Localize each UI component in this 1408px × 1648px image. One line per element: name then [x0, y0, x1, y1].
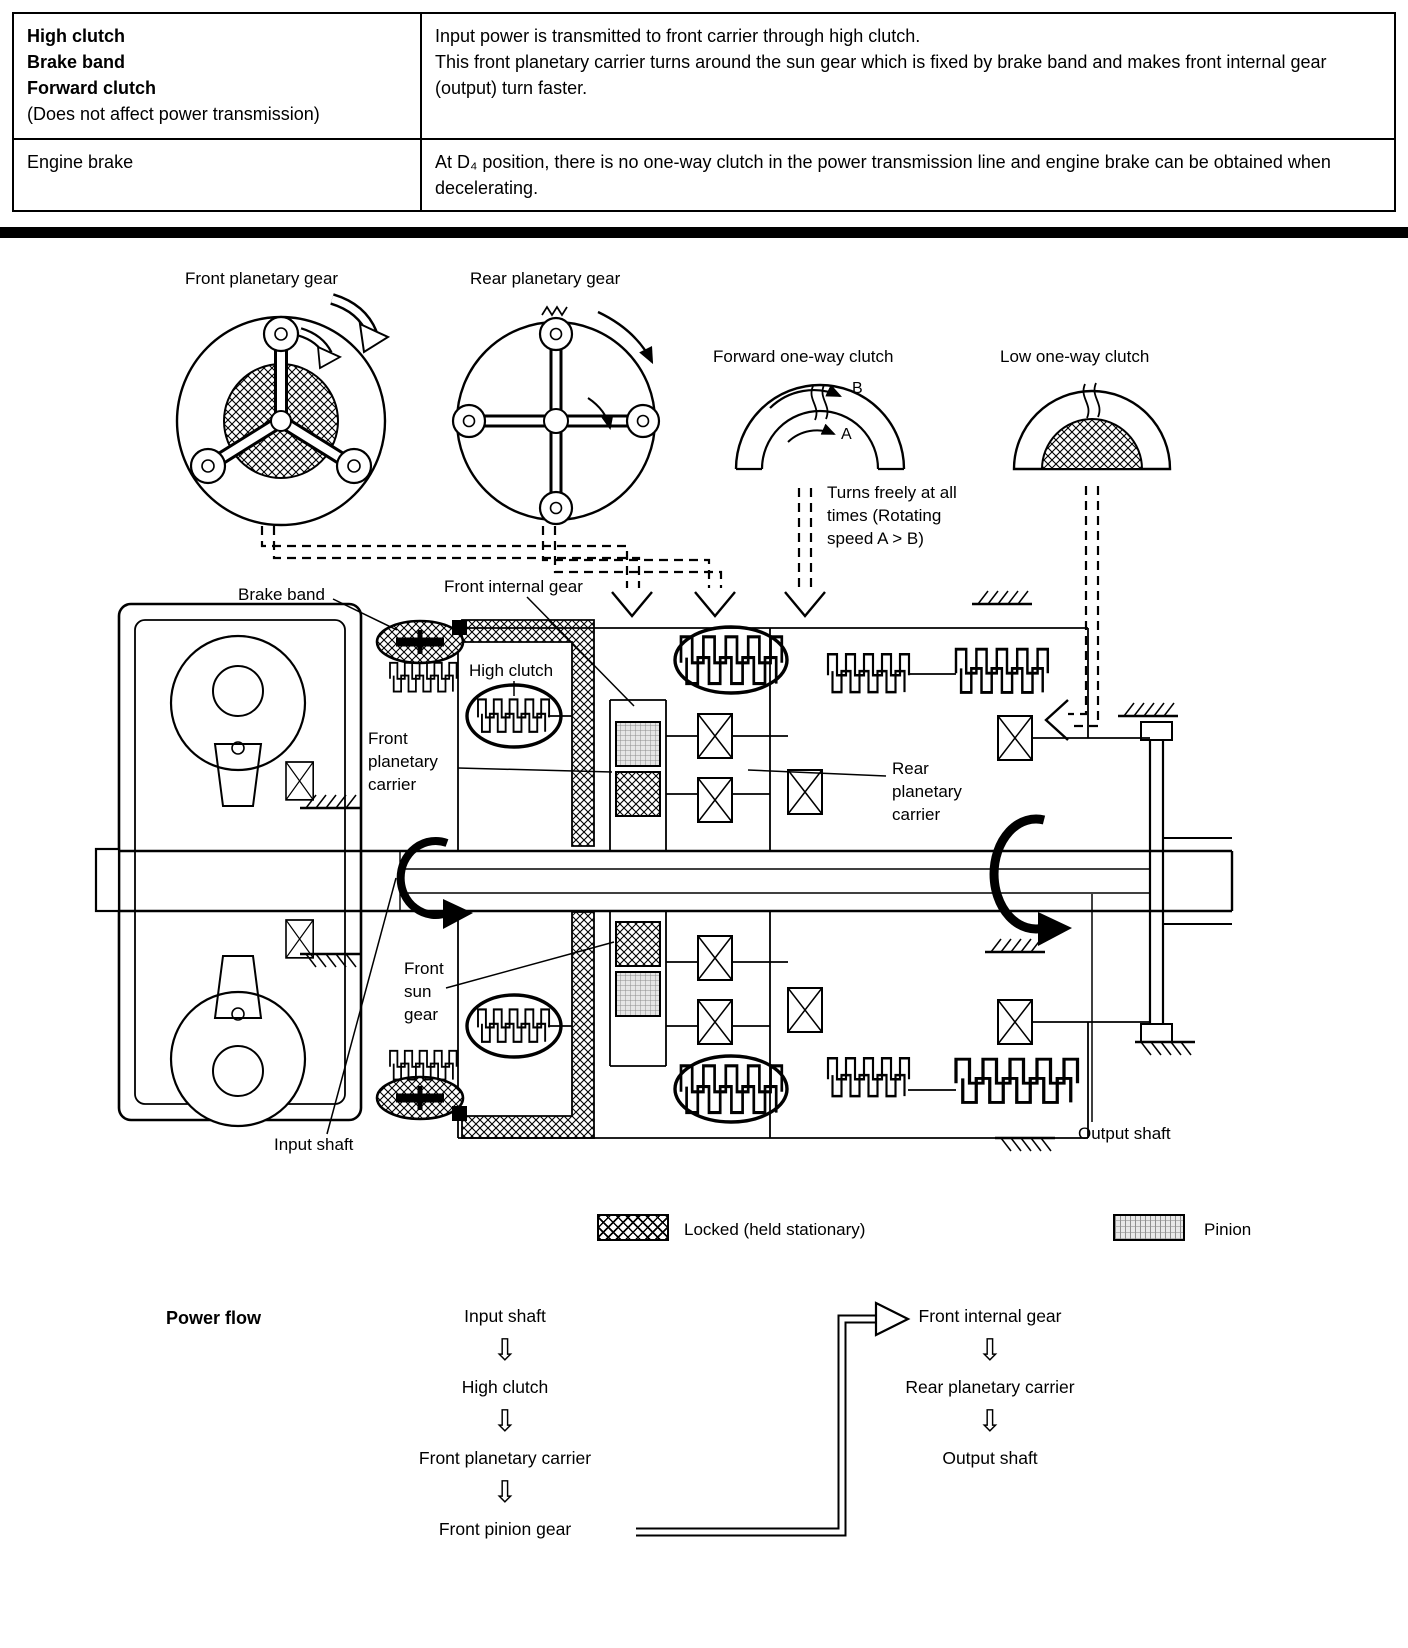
label-line: Front: [368, 729, 408, 748]
flow-item: Front pinion gear: [438, 1519, 572, 1539]
label-line: sun: [404, 981, 432, 1001]
label-line: carrier: [368, 774, 417, 794]
flow-item: Rear planetary carrier: [905, 1377, 1075, 1397]
description-text: At D₄ position, there is no one-way clutch in the power transmission line and engine brake can be obtained when decelerating.: [435, 152, 1331, 199]
clutch-pack-symbol: [956, 1059, 1078, 1102]
element-name: Brake band: [27, 52, 126, 73]
front-planetary-carrier-label: [368, 728, 438, 797]
legend-pinion-label: Pinion: [1204, 1220, 1252, 1239]
brake-band-assembly-top: [377, 620, 467, 692]
element-name: Forward clutch: [27, 78, 157, 99]
front-internal-gear-drum: [462, 620, 594, 1138]
element-name: Engine brake: [27, 152, 134, 172]
brake-band-assembly-bottom: [377, 1051, 467, 1121]
element-note: (Does not affect power transmission): [27, 104, 320, 125]
clutch-pack-symbol: [478, 1009, 549, 1041]
shafts: [119, 851, 1232, 911]
note-line: times (Rotating: [827, 505, 942, 525]
bearing-symbol: [788, 770, 822, 814]
open-arrowhead-icon: [1046, 700, 1068, 740]
flow-item: Front internal gear: [918, 1306, 1062, 1326]
high-clutch-label: High clutch: [469, 661, 554, 680]
dashed-connectors: [262, 486, 1098, 740]
bearing-symbol: [286, 762, 313, 800]
power-flow-right-column: [872, 1304, 1108, 1476]
label-line: planetary: [892, 781, 962, 801]
bearing-symbol: [698, 1000, 732, 1044]
front-internal-gear-label: Front internal gear: [444, 577, 583, 596]
bearing-symbol: [998, 716, 1032, 760]
locked-block: [616, 922, 660, 966]
bearing-symbol: [998, 1000, 1032, 1044]
down-arrow-icon: ⇩: [492, 1475, 518, 1510]
bearing-symbol: [788, 988, 822, 1032]
low-one-way-clutch-figure: [1014, 383, 1170, 469]
table-cell-engine-brake-description: [422, 138, 1394, 210]
element-name: High clutch: [27, 26, 125, 46]
rear-planetary-carrier-label: [892, 758, 962, 827]
output-structure: [1141, 722, 1232, 1042]
open-arrowhead-icon: [785, 592, 825, 616]
pinion-block: [616, 722, 660, 766]
description-table: [12, 12, 1396, 212]
forward-one-way-clutch-label: Forward one-way clutch: [713, 347, 894, 366]
bearing-symbol: [698, 778, 732, 822]
bearing-symbol: [698, 714, 732, 758]
ground-symbol: [1135, 1042, 1195, 1055]
legend-locked-label: Locked (held stationary): [684, 1220, 866, 1239]
bearing-symbol: [286, 920, 313, 958]
flow-item: Output shaft: [942, 1448, 1038, 1468]
clutch-pack-symbol: [956, 649, 1048, 692]
rear-planetary-gear-label: Rear planetary gear: [470, 269, 621, 288]
turns-freely-note: [827, 482, 957, 551]
pinion-swatch: [1113, 1214, 1185, 1241]
down-arrow-icon: ⇩: [977, 1404, 1003, 1439]
label-line: planetary: [368, 751, 438, 771]
forward-one-way-clutch-figure: [736, 385, 904, 469]
pinion-block: [616, 972, 660, 1016]
shaft-rotation-arrows: [401, 819, 1072, 946]
description-text: This front planetary carrier turns around the sun gear which is fixed by brake band and makes front internal gear (output) turn faster.: [435, 52, 1327, 99]
rear-planetary-gear-figure: [453, 307, 659, 524]
open-arrowhead-icon: [612, 592, 652, 616]
bearing-symbol: [698, 936, 732, 980]
label-line: Rear: [892, 759, 929, 778]
down-arrow-icon: ⇩: [977, 1333, 1003, 1368]
ground-symbol: [995, 1138, 1055, 1151]
clutch-pack-symbol: [390, 1051, 457, 1080]
label-line: Front: [404, 959, 444, 978]
output-shaft-label: Output shaft: [1078, 1124, 1171, 1143]
flow-connector: [636, 1303, 908, 1532]
note-line: Turns freely at all: [827, 483, 957, 502]
note-line: speed A > B): [827, 528, 924, 548]
flow-item: High clutch: [461, 1377, 549, 1397]
flow-item: Front planetary carrier: [418, 1448, 592, 1468]
input-shaft-label: Input shaft: [274, 1135, 354, 1154]
description-text: Input power is transmitted to front carrier through high clutch.: [435, 26, 921, 46]
label-line: carrier: [892, 804, 941, 824]
forward-clutch-pack-symbol: [681, 637, 782, 684]
down-arrow-icon: ⇩: [492, 1333, 518, 1368]
clutch-pack-symbol: [681, 1066, 782, 1113]
power-flow-title: Power flow: [166, 1308, 262, 1328]
front-planetary-gear-figure: [177, 299, 388, 525]
clutch-pack-symbol: [828, 654, 909, 692]
locked-block: [616, 772, 660, 816]
table-cell-engine-brake: [14, 138, 422, 210]
ground-symbol: [1118, 703, 1178, 716]
table-cell-description: [422, 14, 1394, 138]
label-line: gear: [404, 1004, 439, 1024]
torque-converter: [96, 604, 361, 1126]
power-flow-left-column: [390, 1304, 620, 1547]
locked-swatch: [597, 1214, 669, 1241]
section-divider-bar: [0, 227, 1408, 238]
brake-band-label: Brake band: [238, 585, 325, 604]
arrow-b-label: B: [852, 380, 863, 397]
ground-symbol: [985, 939, 1045, 952]
front-sun-gear-label: [404, 958, 444, 1027]
frame-lines: [458, 628, 1150, 1138]
clutch-pack-symbol: [828, 1058, 909, 1096]
table-cell-applied-elements: [14, 14, 422, 138]
high-clutch-pack-symbol: [478, 699, 549, 731]
down-arrow-icon: ⇩: [492, 1404, 518, 1439]
low-one-way-clutch-label: Low one-way clutch: [1000, 347, 1150, 366]
open-arrowhead-icon: [695, 592, 735, 616]
arrow-a-label: A: [841, 426, 852, 443]
front-planetary-gear-label: Front planetary gear: [185, 269, 339, 288]
flow-item: Input shaft: [464, 1306, 546, 1326]
ground-symbol: [972, 591, 1032, 604]
clutch-pack-symbol: [390, 663, 457, 692]
